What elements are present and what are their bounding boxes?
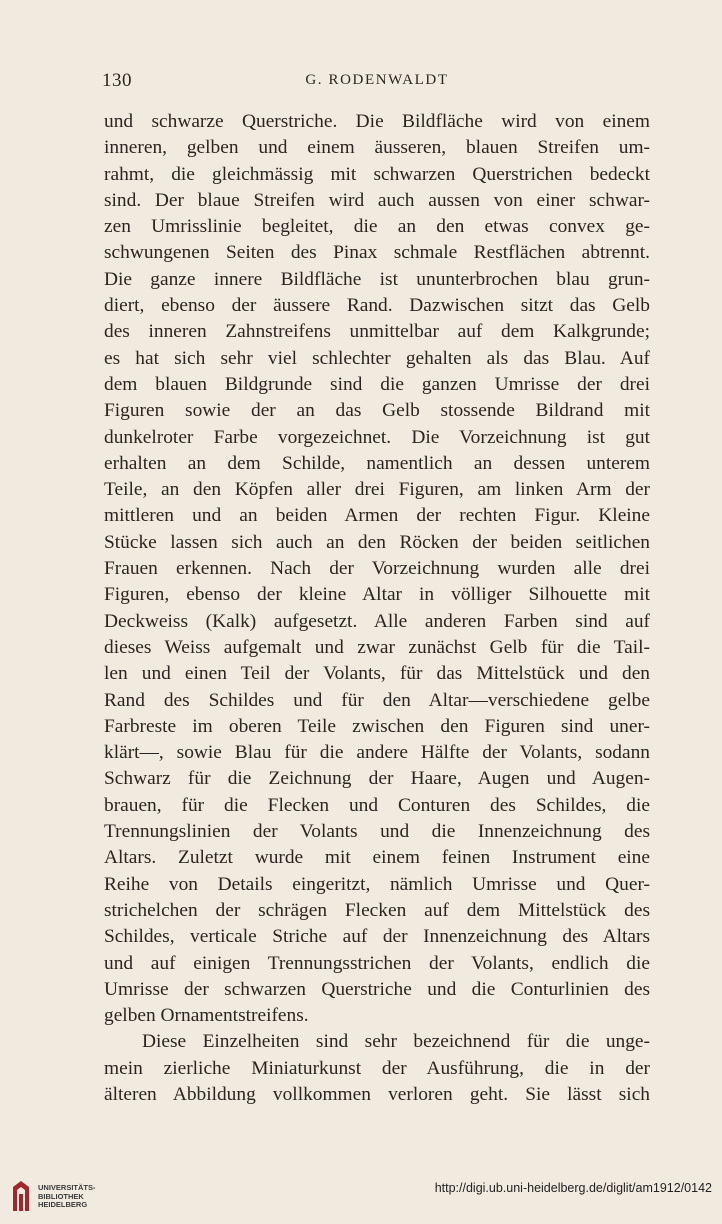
text-line: dunkelroter Farbe vorgezeichnet. Die Vorzeichnung ist gut: [104, 426, 650, 448]
text-line: gelben Ornamentstreifens.: [104, 1005, 309, 1027]
text-line: erhalten an dem Schilde, namentlich an dessen unterem: [104, 452, 650, 474]
library-name-line: HEIDELBERG: [38, 1200, 88, 1209]
text-line: Stücke lassen sich auch an den Röcken der beiden seitlichen: [104, 531, 650, 553]
text-line: Figuren sowie der an das Gelb stossende Bildrand mit: [104, 400, 650, 422]
library-logo: [10, 1180, 130, 1214]
text-line: schwungenen Seiten des Pinax schmale Restflächen abtrennt.: [104, 242, 650, 264]
page-number: 130: [102, 70, 132, 91]
text-line: Umrisse der schwarzen Querstriche und die Conturlinien des: [104, 978, 650, 1000]
running-head: G. RODENWALDT: [305, 72, 449, 88]
text-line: Rand des Schildes und für den Altar—verschiedene gelbe: [104, 689, 650, 711]
text-line: mittleren und an beiden Armen der rechten Figur. Kleine: [104, 505, 650, 527]
page-header: [102, 70, 652, 94]
text-line: Figuren, ebenso der kleine Altar in völliger Silhouette mit: [104, 584, 650, 606]
text-line: Frauen erkennen. Nach der Vorzeichnung wurden alle drei: [104, 558, 650, 580]
text-line: zen Umrisslinie begleitet, die an den etwas convex ge-: [104, 216, 650, 238]
text-line: dieses Weiss aufgemalt und zwar zunächst Gelb für die Tail-: [104, 636, 650, 658]
text-line: len und einen Teil der Volants, für das Mittelstück und den: [104, 663, 650, 685]
text-line: mein zierliche Miniaturkunst der Ausführung, die in der: [104, 1057, 650, 1079]
text-line: dem blauen Bildgrunde sind die ganzen Umrisse der drei: [104, 373, 650, 395]
text-line: und auf einigen Trennungsstrichen der Volants, endlich die: [104, 952, 650, 974]
text-line: strichelchen der schrägen Flecken auf dem Mittelstück des: [104, 899, 650, 921]
text-line: Reihe von Details eingeritzt, nämlich Umrisse und Quer-: [104, 873, 650, 895]
text-line: Die ganze innere Bildfläche ist ununterbrochen blau grun-: [104, 268, 650, 290]
text-line: klärt—, sowie Blau für die andere Hälfte der Volants, sodann: [104, 742, 650, 764]
library-seal-icon: [10, 1180, 32, 1212]
library-name-line: UNIVERSITÄTS-: [38, 1183, 96, 1192]
text-line: Trennungslinien der Volants und die Innenzeichnung des: [104, 821, 650, 843]
text-line: brauen, für die Flecken und Conturen des Schildes, die: [104, 794, 650, 816]
library-name: [38, 1184, 96, 1210]
library-name-line: BIBLIOTHEK: [38, 1191, 84, 1201]
text-line: des inneren Zahnstreifens unmittelbar auf dem Kalkgrunde;: [104, 321, 650, 343]
text-line: Diese Einzelheiten sind sehr bezeichnend für die unge-: [142, 1031, 650, 1053]
body-text: [104, 109, 650, 1108]
text-line: Deckweiss (Kalk) aufgesetzt. Alle anderen Farben sind auf: [104, 610, 650, 632]
text-line: Farbreste im oberen Teile zwischen den Figuren sind uner-: [104, 715, 650, 737]
text-line: rahmt, die gleichmässig mit schwarzen Querstrichen bedeckt: [104, 163, 650, 185]
text-line: älteren Abbildung vollkommen verloren geht. Sie lässt sich: [104, 1083, 650, 1105]
text-line: Schwarz für die Zeichnung der Haare, Augen und Augen-: [104, 768, 650, 790]
text-line: es hat sich sehr viel schlechter gehalten als das Blau. Auf: [104, 347, 650, 369]
text-line: diert, ebenso der äussere Rand. Dazwischen sitzt das Gelb: [104, 295, 650, 317]
text-line: sind. Der blaue Streifen wird auch aussen von einer schwar-: [104, 189, 650, 211]
text-line: Altars. Zuletzt wurde mit einem feinen Instrument eine: [104, 847, 650, 869]
text-line: inneren, gelben und einem äusseren, blauen Streifen um-: [104, 137, 650, 159]
text-line: und schwarze Querstriche. Die Bildfläche wird von einem: [104, 111, 650, 132]
text-line: Schildes, verticale Striche auf der Innenzeichnung des Altars: [104, 926, 650, 948]
source-url[interactable]: http://digi.ub.uni-heidelberg.de/diglit/am1912/0142: [434, 1181, 712, 1195]
text-line: Teile, an den Köpfen aller drei Figuren, am linken Arm der: [104, 479, 650, 501]
